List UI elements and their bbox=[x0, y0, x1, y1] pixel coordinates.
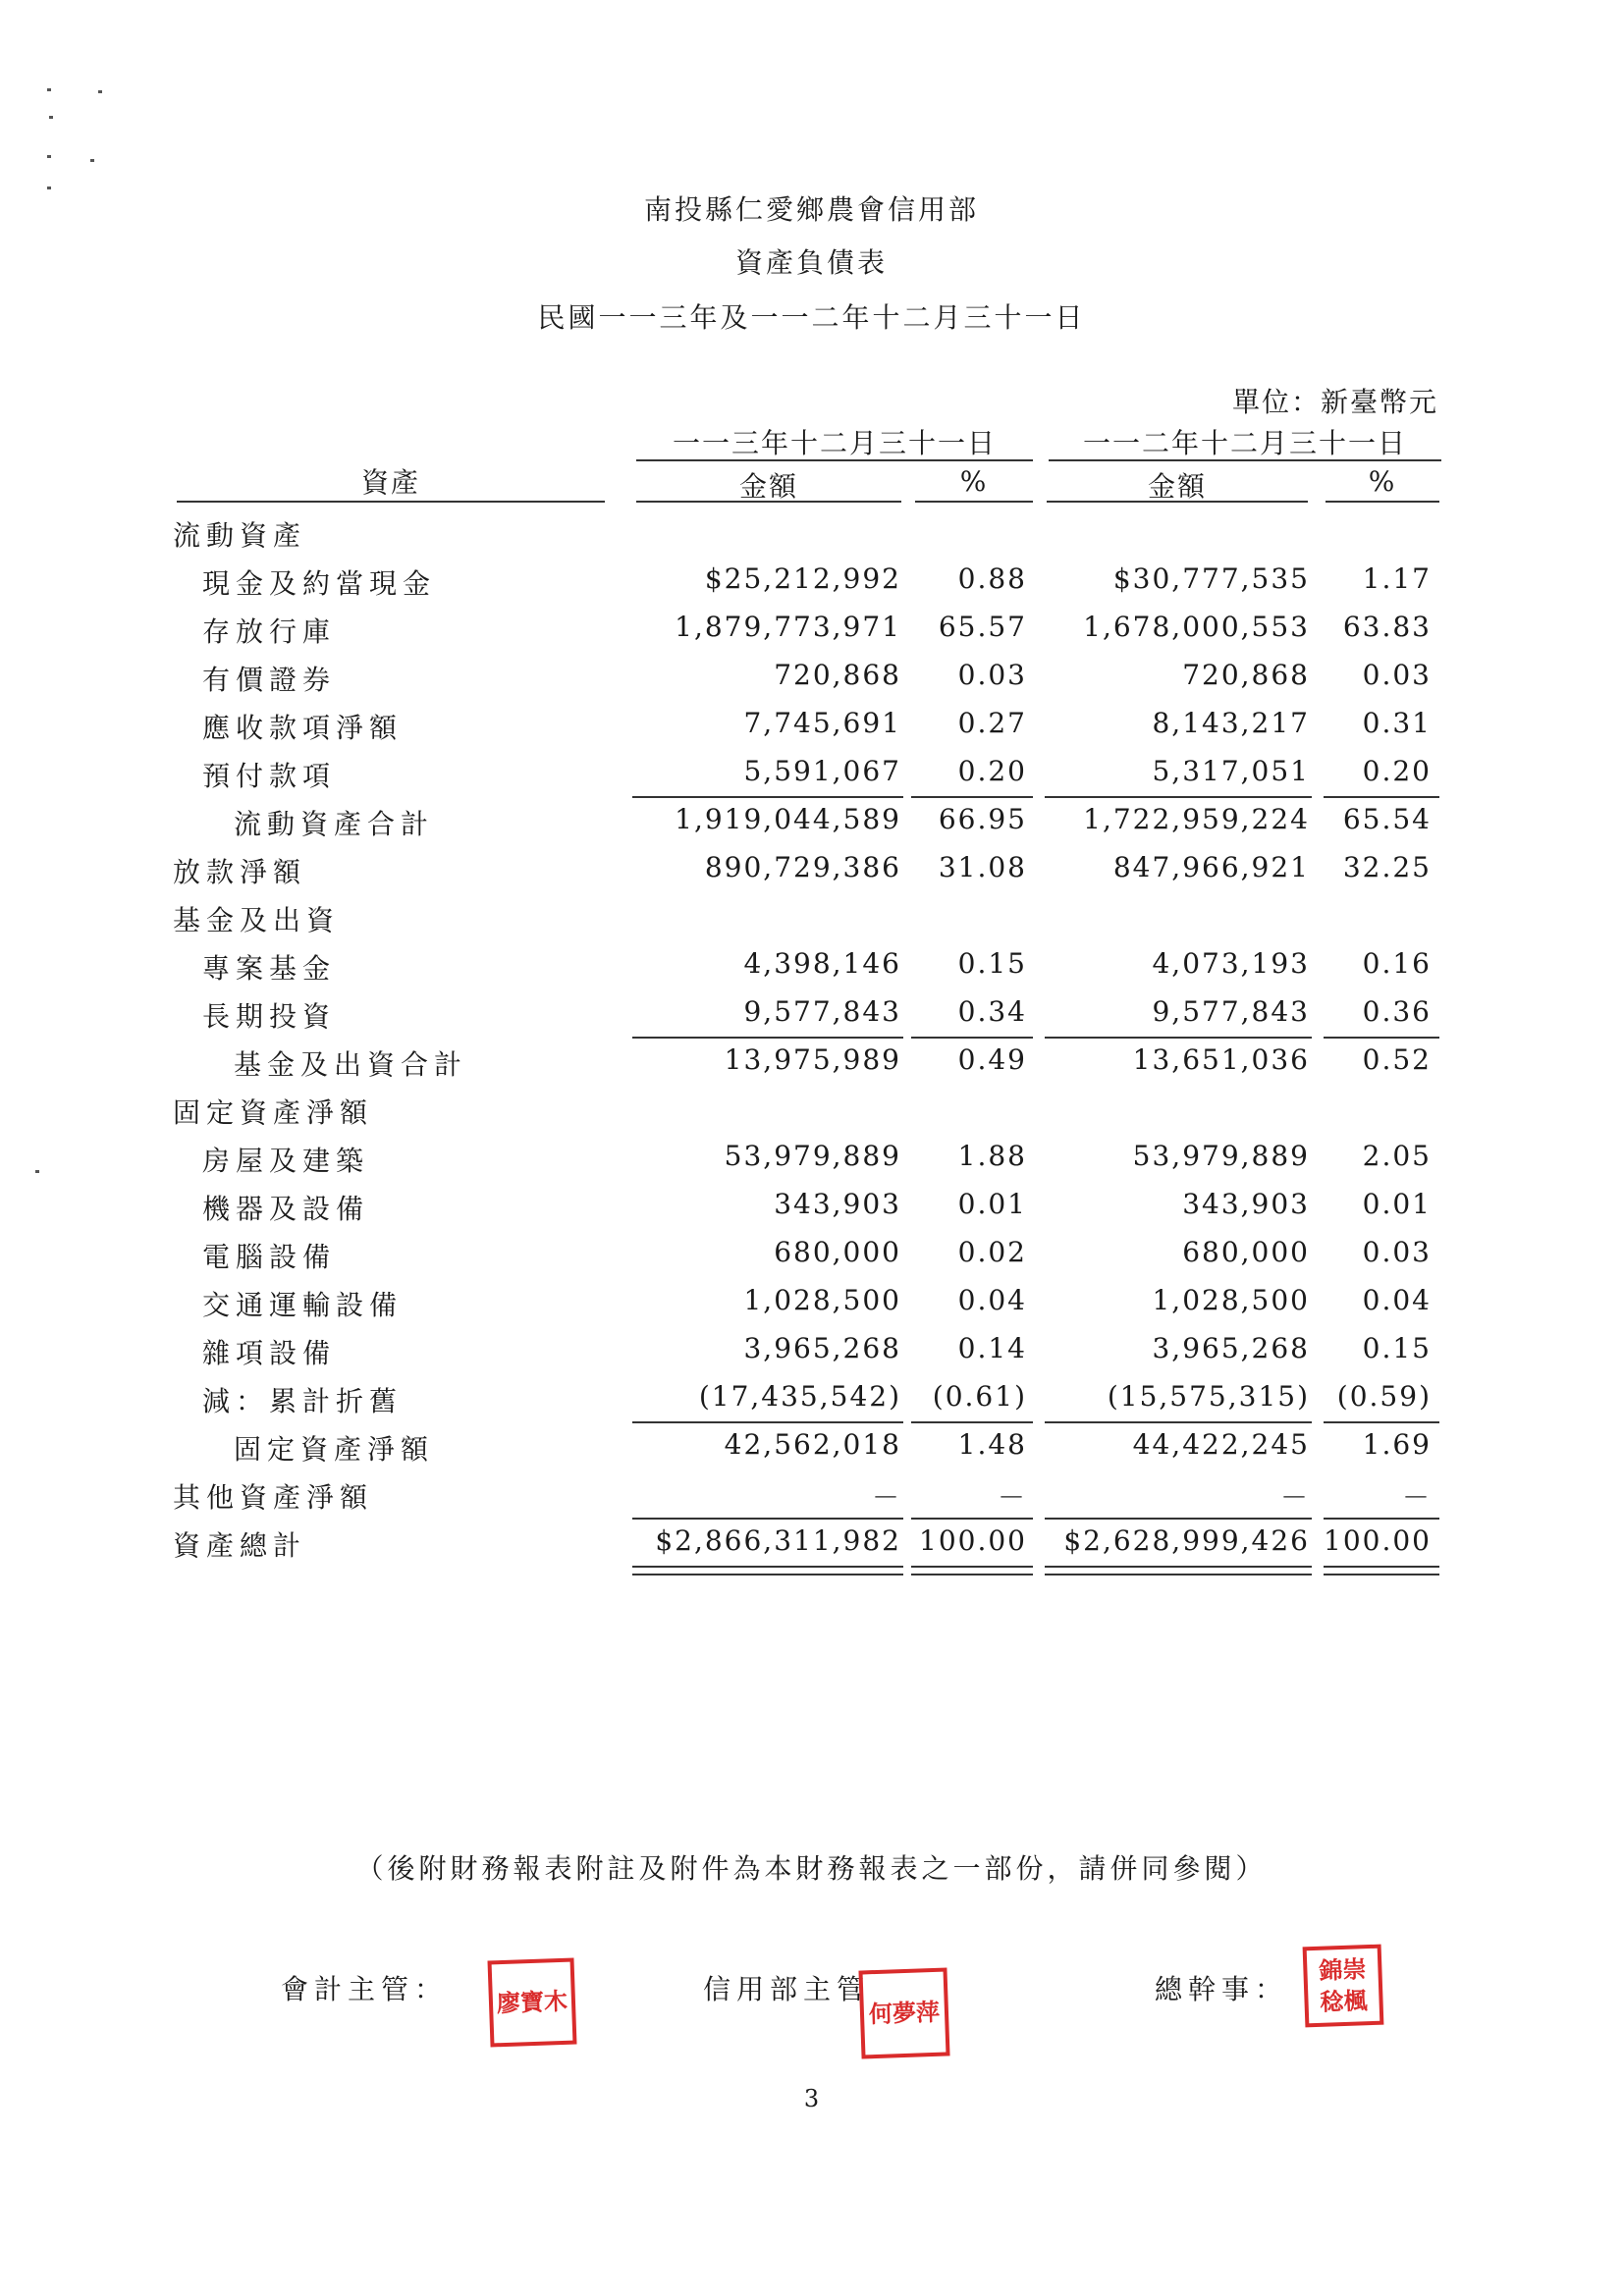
row-label: 存放行庫 bbox=[202, 615, 337, 648]
header-rule-amount-2 bbox=[1047, 501, 1308, 503]
amount-cell: 680,000 bbox=[1182, 1236, 1310, 1268]
row-label: 預付款項 bbox=[202, 760, 337, 792]
amount-cell: 9,577,843 bbox=[1152, 995, 1310, 1028]
column-amount-1: 金額 bbox=[738, 470, 798, 503]
amount-cell: 9,577,843 bbox=[743, 995, 901, 1028]
percent-cell: 0.20 bbox=[957, 755, 1027, 787]
percent-cell: 31.08 bbox=[938, 851, 1027, 883]
report-title: 資產負債表 bbox=[734, 246, 888, 279]
amount-cell: 1,919,044,589 bbox=[675, 803, 901, 835]
column-amount-2: 金額 bbox=[1147, 470, 1207, 503]
row-label: 其他資產淨額 bbox=[173, 1481, 374, 1514]
seal-credit-manager bbox=[858, 1967, 949, 2058]
subtotal-rule bbox=[911, 796, 1033, 798]
subtotal-rule bbox=[1324, 1421, 1439, 1423]
row-label: 基金及出資合計 bbox=[234, 1048, 468, 1081]
amount-cell: 53,979,889 bbox=[1132, 1140, 1310, 1172]
percent-cell: 100.00 bbox=[919, 1524, 1027, 1557]
row-label: 基金及出資 bbox=[173, 904, 341, 936]
subtotal-rule bbox=[1324, 1037, 1439, 1039]
row-label: 長期投資 bbox=[202, 1000, 337, 1033]
percent-cell: 0.31 bbox=[1362, 707, 1432, 739]
amount-cell: 680,000 bbox=[774, 1236, 901, 1268]
signature-label-general-manager: 總幹事： bbox=[1155, 1973, 1289, 2005]
percent-cell: 0.20 bbox=[1362, 755, 1432, 787]
amount-cell: $2,866,311,982 bbox=[655, 1524, 901, 1557]
amount-cell: 1,879,773,971 bbox=[675, 611, 901, 643]
row-label: 流動資產 bbox=[173, 519, 307, 552]
percent-cell: 0.36 bbox=[1362, 995, 1432, 1028]
scan-speck bbox=[49, 116, 53, 119]
percent-cell: 1.69 bbox=[1362, 1428, 1432, 1461]
amount-cell: 3,965,268 bbox=[1152, 1332, 1310, 1364]
percent-cell: 0.49 bbox=[957, 1043, 1027, 1076]
year-2-rule bbox=[1049, 459, 1441, 461]
amount-cell: $25,212,992 bbox=[704, 562, 901, 595]
signature-label-credit: 信用部主管 bbox=[703, 1973, 871, 2005]
amount-cell: 5,591,067 bbox=[743, 755, 901, 787]
percent-cell: 66.95 bbox=[938, 803, 1027, 835]
percent-cell: 0.04 bbox=[1362, 1284, 1432, 1316]
subtotal-rule bbox=[1324, 1566, 1439, 1568]
percent-cell: 0.03 bbox=[1362, 1236, 1432, 1268]
percent-cell: 0.14 bbox=[957, 1332, 1027, 1364]
total-double-rule bbox=[1045, 1574, 1312, 1575]
amount-cell: $2,628,999,426 bbox=[1063, 1524, 1310, 1557]
subtotal-rule bbox=[632, 796, 903, 798]
scan-speck bbox=[47, 88, 51, 91]
amount-cell: 13,975,989 bbox=[724, 1043, 901, 1076]
percent-cell: 1.88 bbox=[957, 1140, 1027, 1172]
row-label: 交通運輸設備 bbox=[202, 1289, 404, 1321]
column-year-2: 一一二年十二月三十一日 bbox=[1082, 427, 1407, 459]
amount-cell: 720,868 bbox=[1182, 659, 1310, 691]
footnote: （後附財務報表附註及附件為本財務報表之一部份，請併同參閱） bbox=[355, 1852, 1268, 1885]
subtotal-rule bbox=[1045, 1518, 1312, 1520]
row-label: 現金及約當現金 bbox=[202, 567, 437, 600]
amount-cell: 1,722,959,224 bbox=[1083, 803, 1310, 835]
amount-cell: 7,745,691 bbox=[743, 707, 901, 739]
row-label: 有價證券 bbox=[202, 664, 337, 696]
percent-cell: 100.00 bbox=[1324, 1524, 1432, 1557]
percent-cell: 65.54 bbox=[1342, 803, 1432, 835]
subtotal-rule bbox=[1324, 796, 1439, 798]
report-period: 民國一一三年及一一二年十二月三十一日 bbox=[537, 301, 1086, 334]
header-rule-amount-1 bbox=[636, 501, 901, 503]
row-label: 減：累計折舊 bbox=[202, 1385, 404, 1417]
percent-cell: 1.17 bbox=[1362, 562, 1432, 595]
subtotal-rule bbox=[1045, 796, 1312, 798]
percent-cell: 0.01 bbox=[1362, 1188, 1432, 1220]
total-double-rule bbox=[1324, 1574, 1439, 1575]
percent-cell: 0.88 bbox=[957, 562, 1027, 595]
row-label: 放款淨額 bbox=[173, 856, 307, 888]
scan-speck bbox=[90, 159, 94, 162]
amount-cell: 8,143,217 bbox=[1152, 707, 1310, 739]
company-name: 南投縣仁愛鄉農會信用部 bbox=[643, 193, 979, 226]
row-label: 房屋及建築 bbox=[202, 1145, 370, 1177]
percent-cell: － bbox=[997, 1481, 1027, 1514]
header-rule-percent-2 bbox=[1325, 501, 1439, 503]
seal-general-manager bbox=[1303, 1945, 1384, 2028]
subtotal-rule bbox=[911, 1518, 1033, 1520]
percent-cell: (0.61) bbox=[932, 1380, 1027, 1413]
amount-cell: (17,435,542) bbox=[698, 1380, 901, 1413]
percent-cell: 0.16 bbox=[1362, 947, 1432, 980]
amount-cell: 5,317,051 bbox=[1152, 755, 1310, 787]
header-rule-percent-1 bbox=[915, 501, 1033, 503]
seal-text: 錦崇稔楓 bbox=[1318, 1954, 1369, 2016]
percent-cell: 0.04 bbox=[957, 1284, 1027, 1316]
column-asset: 資產 bbox=[360, 466, 420, 499]
percent-cell: 1.48 bbox=[957, 1428, 1027, 1461]
row-label: 雜項設備 bbox=[202, 1337, 337, 1369]
percent-cell: 65.57 bbox=[938, 611, 1027, 643]
amount-cell: 13,651,036 bbox=[1132, 1043, 1310, 1076]
column-percent-2: % bbox=[1368, 465, 1397, 498]
amount-cell: － bbox=[871, 1481, 901, 1514]
subtotal-rule bbox=[632, 1421, 903, 1423]
percent-cell: 0.27 bbox=[957, 707, 1027, 739]
amount-cell: $30,777,535 bbox=[1112, 562, 1310, 595]
header-rule-asset bbox=[177, 501, 605, 503]
amount-cell: 42,562,018 bbox=[724, 1428, 901, 1461]
seal-accounting-manager bbox=[487, 1957, 576, 2047]
amount-cell: 343,903 bbox=[1182, 1188, 1310, 1220]
subtotal-rule bbox=[911, 1566, 1033, 1568]
row-label: 應收款項淨額 bbox=[202, 712, 404, 744]
signature-label-accounting: 會計主管： bbox=[281, 1973, 449, 2005]
amount-cell: 3,965,268 bbox=[743, 1332, 901, 1364]
percent-cell: 2.05 bbox=[1362, 1140, 1432, 1172]
amount-cell: 1,028,500 bbox=[1152, 1284, 1310, 1316]
amount-cell: (15,575,315) bbox=[1107, 1380, 1310, 1413]
percent-cell: 0.15 bbox=[957, 947, 1027, 980]
percent-cell: 0.02 bbox=[957, 1236, 1027, 1268]
subtotal-rule bbox=[1045, 1037, 1312, 1039]
subtotal-rule bbox=[911, 1037, 1033, 1039]
scan-speck bbox=[35, 1170, 39, 1173]
subtotal-rule bbox=[911, 1421, 1033, 1423]
seal-text: 廖寶木 bbox=[496, 1986, 568, 2018]
total-double-rule bbox=[632, 1574, 903, 1575]
subtotal-rule bbox=[632, 1037, 903, 1039]
row-label: 資產總計 bbox=[173, 1529, 307, 1562]
row-label: 機器及設備 bbox=[202, 1193, 370, 1225]
amount-cell: 4,398,146 bbox=[743, 947, 901, 980]
amount-cell: 4,073,193 bbox=[1152, 947, 1310, 980]
amount-cell: 343,903 bbox=[774, 1188, 901, 1220]
subtotal-rule bbox=[1045, 1421, 1312, 1423]
amount-cell: 847,966,921 bbox=[1112, 851, 1310, 883]
column-year-1: 一一三年十二月三十一日 bbox=[672, 427, 997, 459]
row-label: 專案基金 bbox=[202, 952, 337, 985]
total-double-rule bbox=[911, 1574, 1033, 1575]
amount-cell: － bbox=[1279, 1481, 1310, 1514]
percent-cell: 0.52 bbox=[1362, 1043, 1432, 1076]
subtotal-rule bbox=[632, 1518, 903, 1520]
amount-cell: 44,422,245 bbox=[1132, 1428, 1310, 1461]
percent-cell: (0.59) bbox=[1336, 1380, 1432, 1413]
subtotal-rule bbox=[1045, 1566, 1312, 1568]
amount-cell: 1,028,500 bbox=[743, 1284, 901, 1316]
scan-speck bbox=[98, 90, 102, 93]
percent-cell: 63.83 bbox=[1342, 611, 1432, 643]
row-label: 電腦設備 bbox=[202, 1241, 337, 1273]
seal-text: 何夢萍 bbox=[868, 1997, 941, 2029]
amount-cell: 720,868 bbox=[774, 659, 901, 691]
amount-cell: 53,979,889 bbox=[724, 1140, 901, 1172]
row-label: 固定資產淨額 bbox=[234, 1433, 435, 1466]
percent-cell: 0.34 bbox=[957, 995, 1027, 1028]
page-number: 3 bbox=[803, 2085, 820, 2112]
row-label: 流動資產合計 bbox=[234, 808, 435, 840]
year-1-rule bbox=[636, 459, 1033, 461]
currency-unit: 單位：新臺幣元 bbox=[1231, 386, 1438, 418]
row-label: 固定資產淨額 bbox=[173, 1096, 374, 1129]
percent-cell: 32.25 bbox=[1342, 851, 1432, 883]
percent-cell: － bbox=[1401, 1481, 1432, 1514]
scan-speck bbox=[47, 187, 51, 189]
subtotal-rule bbox=[632, 1566, 903, 1568]
percent-cell: 0.01 bbox=[957, 1188, 1027, 1220]
scan-speck bbox=[47, 155, 51, 158]
percent-cell: 0.15 bbox=[1362, 1332, 1432, 1364]
subtotal-rule bbox=[1324, 1518, 1439, 1520]
percent-cell: 0.03 bbox=[957, 659, 1027, 691]
column-percent-1: % bbox=[959, 465, 989, 498]
amount-cell: 890,729,386 bbox=[704, 851, 901, 883]
amount-cell: 1,678,000,553 bbox=[1083, 611, 1310, 643]
percent-cell: 0.03 bbox=[1362, 659, 1432, 691]
